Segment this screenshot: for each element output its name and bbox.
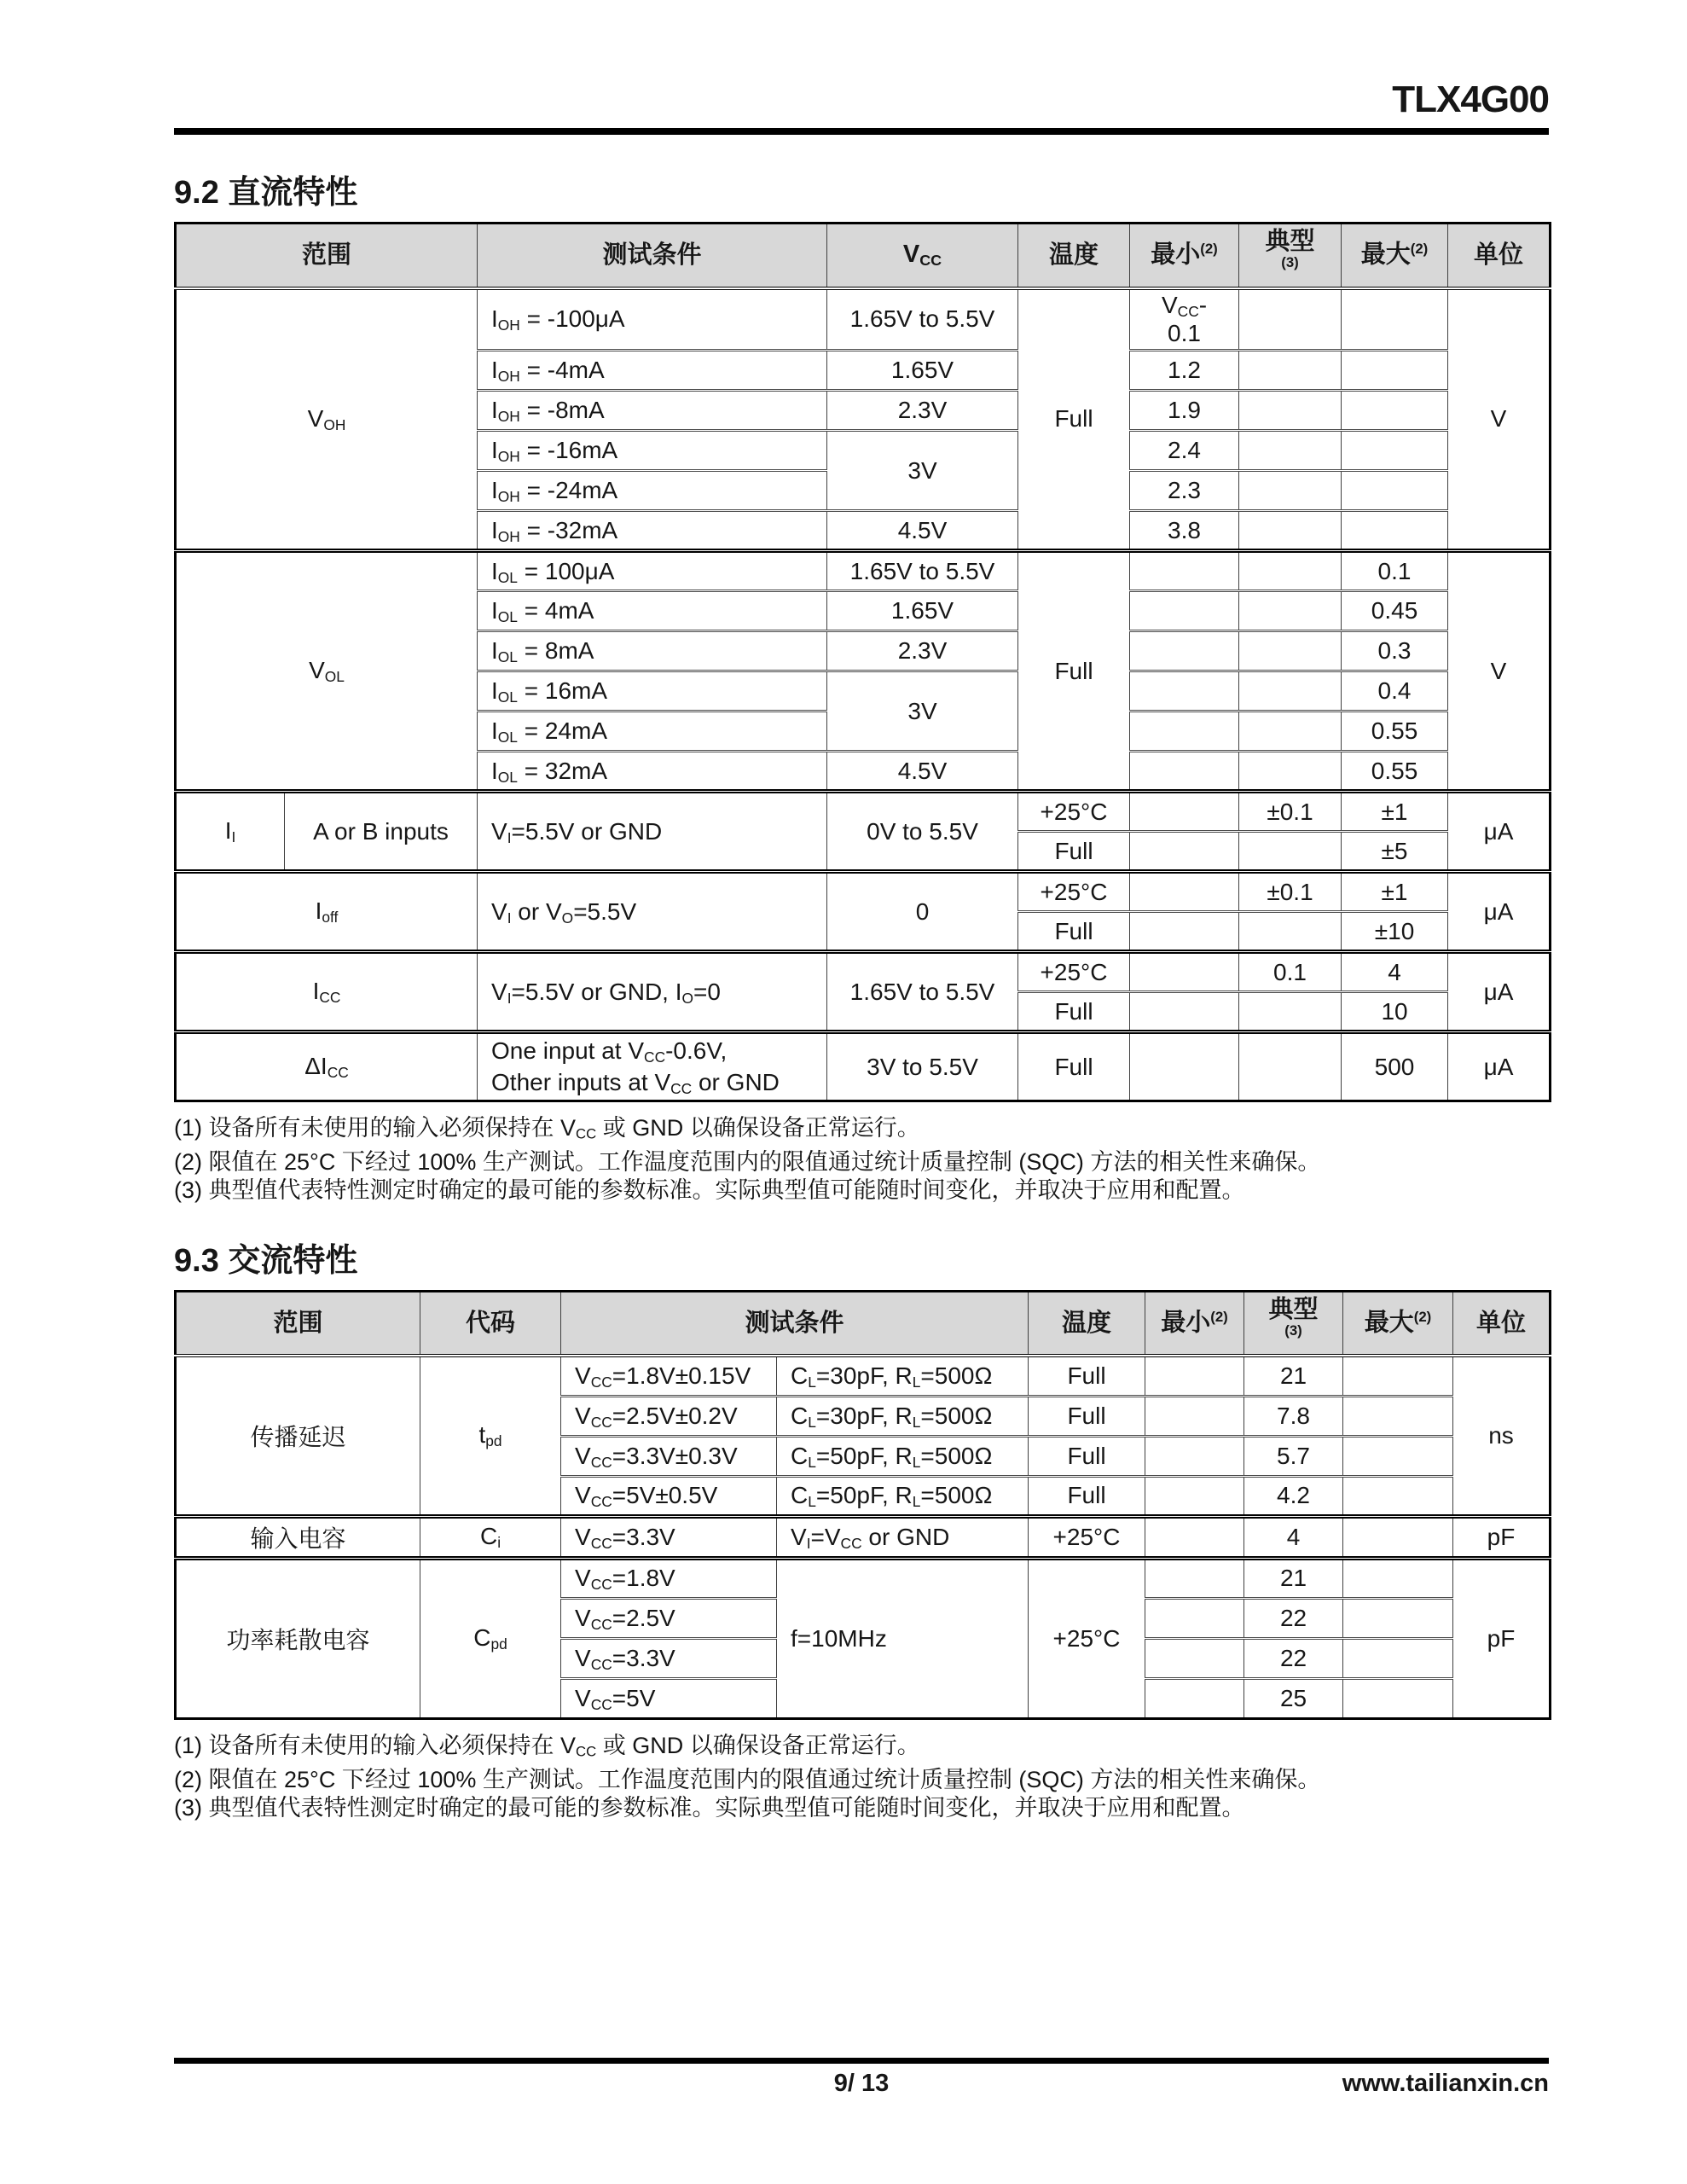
cell-vcc: 3V (827, 671, 1018, 752)
cell-vcc: 1.65V to 5.5V (827, 551, 1018, 591)
cell-min-empty (1130, 792, 1239, 832)
cell-temp: Full (1029, 1436, 1145, 1476)
cell-vcc-condition: $V_{CC}=3.3V\pm 0.3V$ (561, 1436, 777, 1476)
table-row (176, 288, 1551, 351)
cell-vcc-condition: $V_{CC}=1.8V\pm 0.15V$ (561, 1356, 777, 1396)
cell-min-empty (1145, 1598, 1244, 1638)
cell-min: 1.2 (1130, 351, 1239, 391)
param-vol: $V_{OL}$ (176, 551, 478, 792)
cell-test-condition: $I_{OH} = -16mA$ (478, 431, 827, 471)
cell-min-empty (1145, 1558, 1244, 1598)
cell-test-condition: $I_{OH} = -32mA$ (478, 511, 827, 551)
table-row (176, 551, 1551, 591)
cell-typ-empty (1239, 912, 1342, 952)
cell-unit: V (1448, 551, 1551, 792)
cell-test-condition: $V_I=5.5V$ or GND, $I_O=0$ (478, 952, 827, 1032)
cell-max: 0.3 (1342, 631, 1448, 671)
cell-typ-empty (1239, 631, 1342, 671)
cell-test-condition: $I_{OH} = -24mA$ (478, 471, 827, 511)
param-icc: $I_{CC}$ (176, 952, 478, 1032)
dc-footnotes (174, 1114, 1549, 1205)
cell-temp: Full (1018, 832, 1130, 872)
cell-vcc: 3V (827, 431, 1018, 511)
cell-typ-empty (1239, 992, 1342, 1032)
cell-min-empty (1130, 631, 1239, 671)
cell-min-empty (1130, 872, 1239, 912)
cell-min-empty (1130, 551, 1239, 591)
table-row (176, 872, 1551, 912)
cell-vcc-condition: $V_{CC}=5V$ (561, 1678, 777, 1718)
cell-frequency-condition: f=10MHz (777, 1558, 1029, 1718)
cell-test-condition: $I_{OH} = -100\mu A$ (478, 288, 827, 351)
cell-unit: ns (1453, 1356, 1551, 1516)
section-heading-ac: 9.3 交流特性 (174, 1242, 358, 1279)
cell-min-empty (1145, 1516, 1244, 1558)
cell-vcc-condition: $V_{CC}=3.3V$ (561, 1516, 777, 1558)
cell-vcc-condition: $V_{CC}=2.5V$ (561, 1598, 777, 1638)
cell-test-condition: $I_{OH} = -8mA$ (478, 391, 827, 431)
cell-typ-empty (1239, 511, 1342, 551)
cell-max: 4 (1342, 952, 1448, 992)
cell-max: 0.45 (1342, 591, 1448, 631)
cell-min-empty (1145, 1436, 1244, 1476)
col-header-test-condition: 测试条件 (561, 1291, 1029, 1356)
cell-max-empty (1342, 391, 1448, 431)
cell-max-empty (1342, 431, 1448, 471)
cell-min-empty (1145, 1396, 1244, 1436)
cell-min: 2.4 (1130, 431, 1239, 471)
ac-characteristics-table (174, 1290, 1551, 1720)
footnote: (1) 设备所有未使用的输入必须保持在 $V_{CC}$ 或 GND 以确保设备正常运行。 (174, 1732, 920, 1760)
cell-typ: 22 (1244, 1598, 1343, 1638)
cell-test-condition: $I_{OH} = -4mA$ (478, 351, 827, 391)
cell-test-condition: $V_I$ or $V_O=5.5V$ (478, 872, 827, 952)
cell-max: ±1 (1342, 872, 1448, 912)
cell-vcc-condition: $V_{CC}=2.5V\pm 0.2V$ (561, 1396, 777, 1436)
cell-temp: +25°C (1029, 1558, 1145, 1718)
col-header-temp: 温度 (1029, 1291, 1145, 1356)
cell-min-empty (1130, 952, 1239, 992)
cell-test-condition: $I_{OL} = 8mA$ (478, 631, 827, 671)
cell-max-empty (1343, 1436, 1453, 1476)
cell-min-empty (1130, 671, 1239, 712)
cell-max-empty (1342, 471, 1448, 511)
col-header-min: 最小$^{(2)}$ (1130, 224, 1239, 288)
cell-min-empty (1145, 1678, 1244, 1718)
cell-max-empty (1343, 1356, 1453, 1396)
cell-vcc: 0V to 5.5V (827, 792, 1018, 872)
cell-temp: +25°C (1018, 952, 1130, 992)
cell-max: 0.4 (1342, 671, 1448, 712)
footnote: (2) 限值在 25°C 下经过 100% 生产测试。工作温度范围内的限值通过统计质量控制 (SQC) 方法的相关性来确保。 (174, 1148, 1321, 1175)
cell-vcc-condition: $V_{CC}=3.3V$ (561, 1638, 777, 1678)
table-row (176, 792, 1551, 832)
website-url[interactable]: www.tailianxin.cn (1342, 2070, 1549, 2097)
cell-vcc: 1.65V to 5.5V (827, 952, 1018, 1032)
cell-unit: μA (1448, 872, 1551, 952)
table-row (176, 1032, 1551, 1101)
cell-typ-empty (1239, 391, 1342, 431)
cell-unit: μA (1448, 1032, 1551, 1101)
param-tpd-symbol: $t_{pd}$ (420, 1356, 561, 1516)
cell-min-empty (1130, 712, 1239, 752)
cell-typ: 4.2 (1244, 1476, 1343, 1516)
cell-typ: ±0.1 (1239, 792, 1342, 832)
cell-typ: 0.1 (1239, 952, 1342, 992)
col-header-vcc: $V_{CC}$ (827, 224, 1018, 288)
cell-min: $V_{CC}-$ 0.1 (1130, 288, 1239, 351)
col-header-range: 范围 (176, 1291, 420, 1356)
cell-max-empty (1342, 351, 1448, 391)
cell-typ-empty (1239, 471, 1342, 511)
cell-min-empty (1145, 1638, 1244, 1678)
cell-typ: 22 (1244, 1638, 1343, 1678)
cell-load-condition: $C_L=50pF$, $R_L=500\Omega$ (777, 1436, 1029, 1476)
param-voh: $V_{OH}$ (176, 288, 478, 551)
cell-typ: 5.7 (1244, 1436, 1343, 1476)
footnote: (1) 设备所有未使用的输入必须保持在 $V_{CC}$ 或 GND 以确保设备正常运行。 (174, 1115, 920, 1142)
cell-max: 0.55 (1342, 712, 1448, 752)
ac-footnotes (174, 1732, 1549, 1822)
cell-max: ±1 (1342, 792, 1448, 832)
cell-max: 0.55 (1342, 752, 1448, 792)
table-row (176, 1356, 1551, 1396)
cell-max-empty (1343, 1396, 1453, 1436)
cell-max-empty (1343, 1558, 1453, 1598)
cell-vcc: 1.65V (827, 351, 1018, 391)
cell-temp: +25°C (1018, 792, 1130, 832)
col-header-unit: 单位 (1453, 1291, 1551, 1356)
cell-min: 1.9 (1130, 391, 1239, 431)
cell-typ-empty (1239, 288, 1342, 351)
cell-test-condition: $I_{OL} = 100\mu A$ (478, 551, 827, 591)
cell-max-empty (1343, 1598, 1453, 1638)
param-delta-icc: $\Delta I_{CC}$ (176, 1032, 478, 1101)
cell-min-empty (1130, 832, 1239, 872)
cell-min-empty (1130, 752, 1239, 792)
cell-typ-empty (1239, 1032, 1342, 1101)
cell-max-empty (1343, 1516, 1453, 1558)
cell-temp: +25°C (1029, 1516, 1145, 1558)
cell-unit: pF (1453, 1558, 1551, 1718)
footnote: (3) 典型值代表特性测定时确定的最可能的参数标准。实际典型值可能随时间变化，并取决于应用和配置。 (174, 1794, 1245, 1821)
cell-max-empty (1342, 288, 1448, 351)
cell-temp: Full (1029, 1476, 1145, 1516)
cell-typ-empty (1239, 551, 1342, 591)
cell-vcc: 4.5V (827, 511, 1018, 551)
cell-range-detail: A or B inputs (285, 792, 478, 872)
cell-max: ±5 (1342, 832, 1448, 872)
cell-max-empty (1343, 1476, 1453, 1516)
cell-typ-empty (1239, 351, 1342, 391)
cell-load-condition: $C_L=30pF$, $R_L=500\Omega$ (777, 1396, 1029, 1436)
cell-temp: Full (1029, 1396, 1145, 1436)
cell-typ: ±0.1 (1239, 872, 1342, 912)
cell-max: 10 (1342, 992, 1448, 1032)
col-header-typ: 典型 $^{(3)}$ (1239, 224, 1342, 288)
cell-max: ±10 (1342, 912, 1448, 952)
col-header-test-condition: 测试条件 (478, 224, 827, 288)
param-ci-symbol: $C_i$ (420, 1516, 561, 1558)
col-header-typ: 典型 $^{(3)}$ (1244, 1291, 1343, 1356)
cell-max-empty (1342, 511, 1448, 551)
cell-vcc: 0 (827, 872, 1018, 952)
page-number: 9/ 13 (833, 2070, 890, 2097)
cell-load-condition: $C_L=50pF$, $R_L=500\Omega$ (777, 1476, 1029, 1516)
cell-min-empty (1130, 912, 1239, 952)
cell-vcc: 1.65V to 5.5V (827, 288, 1018, 351)
cell-vcc: 4.5V (827, 752, 1018, 792)
cell-max: 500 (1342, 1032, 1448, 1101)
cell-min: 3.8 (1130, 511, 1239, 551)
cell-min-empty (1145, 1476, 1244, 1516)
cell-typ: 7.8 (1244, 1396, 1343, 1436)
cell-typ: 21 (1244, 1558, 1343, 1598)
cell-test-condition: $I_{OL} = 24mA$ (478, 712, 827, 752)
cell-typ: 21 (1244, 1356, 1343, 1396)
section-heading-dc: 9.2 直流特性 (174, 175, 358, 211)
col-header-code: 代码 (420, 1291, 561, 1356)
param-cpd-symbol: $C_{pd}$ (420, 1558, 561, 1718)
cell-temp: Full (1018, 551, 1130, 792)
param-input-capacitance: 输入电容 (176, 1516, 420, 1558)
cell-typ: 25 (1244, 1678, 1343, 1718)
cell-min-empty (1130, 591, 1239, 631)
table-row (176, 1516, 1551, 1558)
cell-unit: pF (1453, 1516, 1551, 1558)
cell-typ-empty (1239, 591, 1342, 631)
cell-temp: Full (1018, 1032, 1130, 1101)
cell-temp: Full (1018, 288, 1130, 551)
cell-typ: 4 (1244, 1516, 1343, 1558)
cell-vcc: 2.3V (827, 631, 1018, 671)
doc-title: TLX4G00 (1392, 78, 1549, 120)
cell-test-condition: One input at $V_{CC}-0.6V$, Other inputs at $V_{CC}$ or GND (478, 1032, 827, 1101)
cell-max: 0.1 (1342, 551, 1448, 591)
param-propagation-delay: 传播延迟 (176, 1356, 420, 1516)
cell-vcc: 3V to 5.5V (827, 1032, 1018, 1101)
table-row (176, 952, 1551, 992)
dc-characteristics-table (174, 222, 1551, 1102)
footnote: (2) 限值在 25°C 下经过 100% 生产测试。工作温度范围内的限值通过统计质量控制 (SQC) 方法的相关性来确保。 (174, 1766, 1321, 1792)
cell-vcc-condition: $V_{CC}=5V\pm 0.5V$ (561, 1476, 777, 1516)
col-header-max: 最大$^{(2)}$ (1342, 224, 1448, 288)
cell-typ-empty (1239, 712, 1342, 752)
cell-typ-empty (1239, 752, 1342, 792)
col-header-unit: 单位 (1448, 224, 1551, 288)
cell-load-condition: $C_L=30pF$, $R_L=500\Omega$ (777, 1356, 1029, 1396)
cell-max-empty (1343, 1678, 1453, 1718)
cell-typ-empty (1239, 832, 1342, 872)
cell-temp: Full (1018, 992, 1130, 1032)
cell-vcc-condition: $V_{CC}=1.8V$ (561, 1558, 777, 1598)
col-header-temp: 温度 (1018, 224, 1130, 288)
cell-test-condition: $V_I=5.5V$ or GND (478, 792, 827, 872)
cell-unit: μA (1448, 792, 1551, 872)
cell-unit: μA (1448, 952, 1551, 1032)
cell-min: 2.3 (1130, 471, 1239, 511)
cell-typ-empty (1239, 671, 1342, 712)
col-header-min: 最小$^{(2)}$ (1145, 1291, 1244, 1356)
footnote: (3) 典型值代表特性测定时确定的最可能的参数标准。实际典型值可能随时间变化，并取决于应用和配置。 (174, 1176, 1245, 1203)
cell-input-condition: $V_I=V_{CC}$ or GND (777, 1516, 1029, 1558)
cell-vcc: 2.3V (827, 391, 1018, 431)
cell-vcc: 1.65V (827, 591, 1018, 631)
cell-typ-empty (1239, 431, 1342, 471)
param-ioff: $I_{off}$ (176, 872, 478, 952)
page-footer (174, 2070, 1549, 2098)
cell-min-empty (1145, 1356, 1244, 1396)
param-ii: $I_I$ (176, 792, 285, 872)
header-rule (174, 128, 1549, 135)
footer-rule (174, 2058, 1549, 2064)
cell-temp: +25°C (1018, 872, 1130, 912)
cell-test-condition: $I_{OL} = 32mA$ (478, 752, 827, 792)
param-power-dissipation-capacitance: 功率耗散电容 (176, 1558, 420, 1718)
col-header-max: 最大$^{(2)}$ (1343, 1291, 1453, 1356)
col-header-range: 范围 (176, 224, 478, 288)
cell-test-condition: $I_{OL} = 16mA$ (478, 671, 827, 712)
cell-max-empty (1343, 1638, 1453, 1678)
cell-test-condition: $I_{OL} = 4mA$ (478, 591, 827, 631)
cell-temp: Full (1029, 1356, 1145, 1396)
cell-unit: V (1448, 288, 1551, 551)
cell-min-empty (1130, 1032, 1239, 1101)
cell-min-empty (1130, 992, 1239, 1032)
cell-temp: Full (1018, 912, 1130, 952)
table-row (176, 1558, 1551, 1598)
